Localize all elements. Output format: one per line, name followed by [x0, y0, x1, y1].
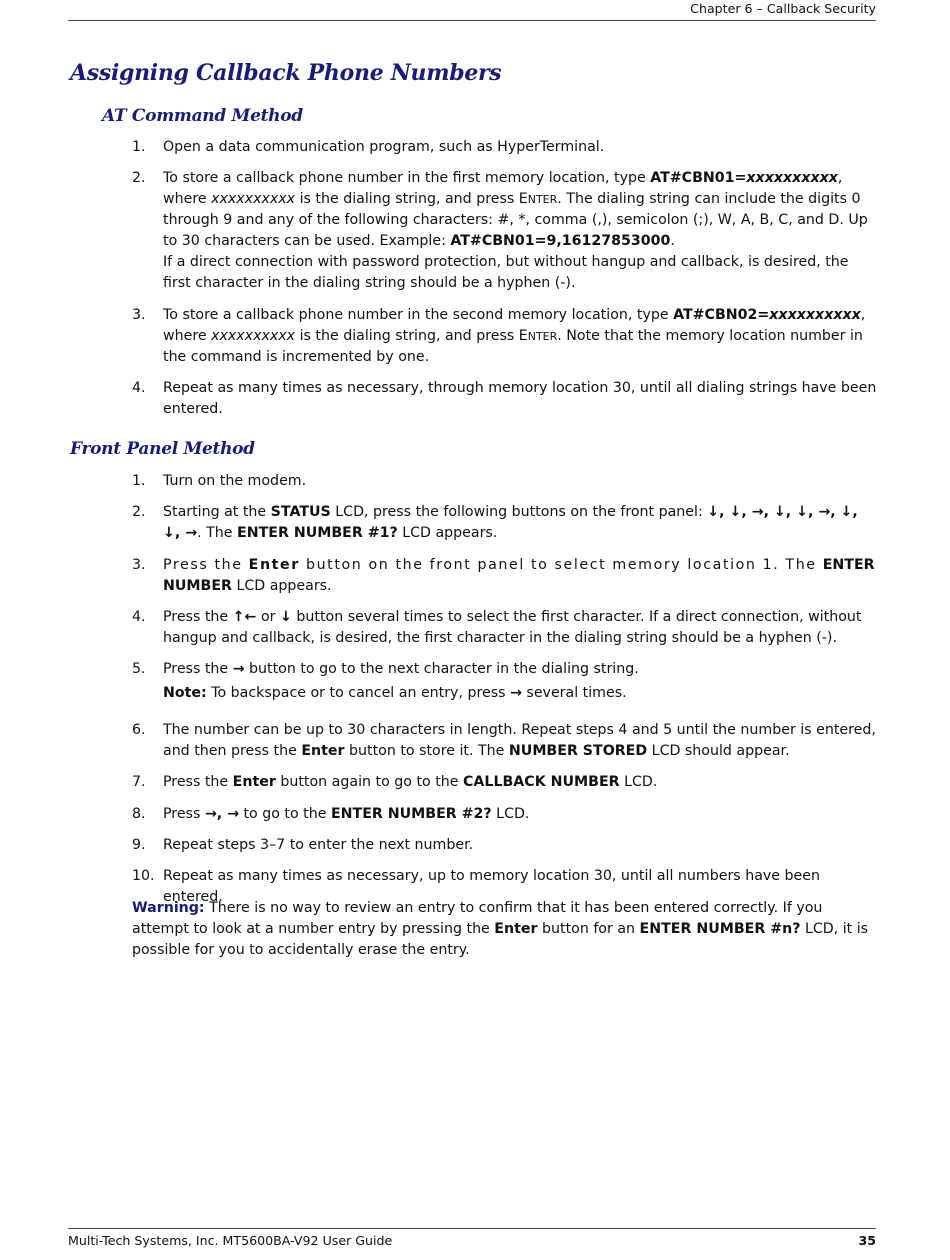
down-arrow-icon: ↓	[279, 608, 292, 625]
step-number: 3.	[132, 556, 146, 573]
at-command: AT#CBN01=xxxxxxxxxx	[650, 170, 838, 187]
step-number: 4.	[132, 608, 146, 625]
lcd-label: NUMBER STORED	[508, 743, 648, 760]
chapter-title: Chapter 6 – Callback Security	[690, 1, 876, 16]
at-command-steps	[132, 137, 877, 430]
section-heading-front-panel: Front Panel Method	[70, 439, 255, 459]
warning-label: Warning:	[132, 900, 205, 916]
footer-doc-title: Multi-Tech Systems, Inc. MT5600BA-V92 User Guide	[68, 1233, 393, 1248]
front-panel-steps	[132, 471, 877, 919]
enter-button-label: Enter	[494, 921, 538, 937]
step-number: 4.	[132, 379, 146, 396]
arrow-sequence-icon: ↓, ↓, →, ↓, ↓, →, ↓, ↓, →	[163, 504, 858, 542]
enter-button-label: Enter	[248, 556, 300, 573]
lcd-label: CALLBACK NUMBER	[463, 774, 620, 791]
step-text: Repeat as many times as necessary, up to memory location 30, until all numbers have been entered.	[163, 868, 820, 906]
page-footer	[68, 1228, 876, 1253]
dial-string-var: xxxxxxxxxx	[211, 191, 296, 208]
step-text: To store a callback phone number in the second memory location, type	[163, 306, 674, 323]
step-number: 6.	[132, 722, 146, 739]
enter-key: ENTER	[518, 191, 558, 208]
warning-paragraph: Warning: There is no way to review an entry to confirm that it has been entered correctly. If you attempt to look at a number entry by pressing the Enter button for an ENTER NUMBER #n? LCD, it is possible for you to accidentally erase the entry.	[132, 900, 869, 958]
step-number: 5.	[132, 661, 146, 678]
list-item: 7. Press the Enter button again to go to the CALLBACK NUMBER LCD.	[132, 772, 877, 793]
step-number: 1.	[132, 473, 146, 489]
step-number: 1.	[132, 139, 146, 155]
at-command: AT#CBN02=xxxxxxxxxx	[673, 306, 861, 323]
list-item	[132, 471, 877, 492]
step-number: 2.	[132, 170, 146, 187]
right-arrow-icon: →	[510, 685, 522, 702]
step-number: 7.	[132, 774, 146, 791]
enter-button-label: Enter	[301, 743, 345, 760]
enter-key: ENTER	[518, 327, 558, 344]
running-header	[68, 0, 876, 21]
step-number: 9.	[132, 837, 146, 854]
list-item	[132, 137, 877, 158]
step-number: 3.	[132, 306, 146, 323]
lcd-label: ENTER NUMBER #n?	[639, 921, 801, 937]
list-item: 8. Press →, → to go to the ENTER NUMBER #2? LCD.	[132, 804, 877, 825]
section-heading-at-command: AT Command Method	[102, 106, 303, 126]
list-item	[132, 378, 877, 420]
step-text: Turn on the modem.	[163, 473, 307, 489]
note: Note: To backspace or to cancel an entry, press → several times.	[163, 685, 627, 702]
lcd-label: ENTER NUMBER	[163, 556, 875, 594]
list-item: 3. Press the Enter button on the front panel to select memory location 1. The ENTER NUMBER LCD appears.	[132, 556, 875, 594]
list-item: 6. The number can be up to 30 characters in length. Repeat steps 4 and 5 until the number is entered, and then press the Enter button to store it. The NUMBER STORED LCD should appear.	[132, 722, 876, 760]
list-item: 3. To store a callback phone number in the second memory location, type AT#CBN02=xxxxxxxxxx, where xxxxxxxxxx is the dialing string, and press ENTER. Note that the memory location number in the command is incremented by one.	[132, 306, 866, 365]
lcd-label: ENTER NUMBER #1?	[237, 525, 398, 542]
lcd-label: ENTER NUMBER #2?	[330, 805, 492, 822]
list-item: 2. To store a callback phone number in the first memory location, type AT#CBN01=xxxxxxxxxx, where xxxxxxxxxx is the dialing string, and press ENTER. The dialing string can include the digits 0 through 9 and any of the following characters: #, *, comma (,), semicolon (;), W, A, B, C, and D. Up to 30 characters can be used. Example: AT#CBN01=9,16127853000. If a direct connection with password protection, but without hangup and callback, is desired, the first character in the dialing string should be a hyphen (-).	[132, 168, 877, 294]
dial-string-var: xxxxxxxxxx	[211, 327, 296, 344]
example-command: AT#CBN01=9,16127853000	[450, 233, 671, 250]
list-item: 5. Press the → button to go to the next character in the dialing string. Note: To backspace or to cancel an entry, press → several times.	[132, 659, 877, 704]
step-text: Repeat steps 3–7 to enter the next number.	[163, 837, 474, 854]
page-number: 35	[858, 1233, 876, 1248]
page-title: Assigning Callback Phone Numbers	[70, 60, 502, 86]
step-number: 2.	[132, 504, 146, 521]
list-item: 4. Press the ↑← or ↓ button several times to select the first character. If a direct connection, without hangup and callback, is desired, the first character in the dialing string should be a hyphen (-).	[132, 608, 862, 646]
note-label: Note:	[163, 685, 207, 702]
step-text: Open a data communication program, such as HyperTerminal.	[163, 139, 605, 155]
step-text: To store a callback phone number in the first memory location, type	[163, 170, 651, 187]
status-lcd-label: STATUS	[270, 504, 331, 521]
list-item	[132, 835, 877, 856]
step-number: 8.	[132, 805, 146, 822]
right-arrow-icon: →	[232, 661, 245, 678]
step-subtext: If a direct connection with password protection, but without hangup and callback, is desired, the first character in the dialing string should be a hyphen (-).	[163, 254, 849, 292]
up-left-arrow-icon: ↑←	[232, 608, 257, 625]
right-arrow-icon: →, →	[204, 805, 239, 822]
step-number: 10.	[132, 868, 155, 885]
list-item: 2. Starting at the STATUS LCD, press the following buttons on the front panel: ↓, ↓, →, ↓, ↓, →, ↓, ↓, →. The ENTER NUMBER #1? LCD appears.	[132, 504, 858, 542]
step-text: Repeat as many times as necessary, through memory location 30, until all dialing strings have been entered.	[163, 379, 877, 417]
enter-button-label: Enter	[232, 774, 276, 791]
